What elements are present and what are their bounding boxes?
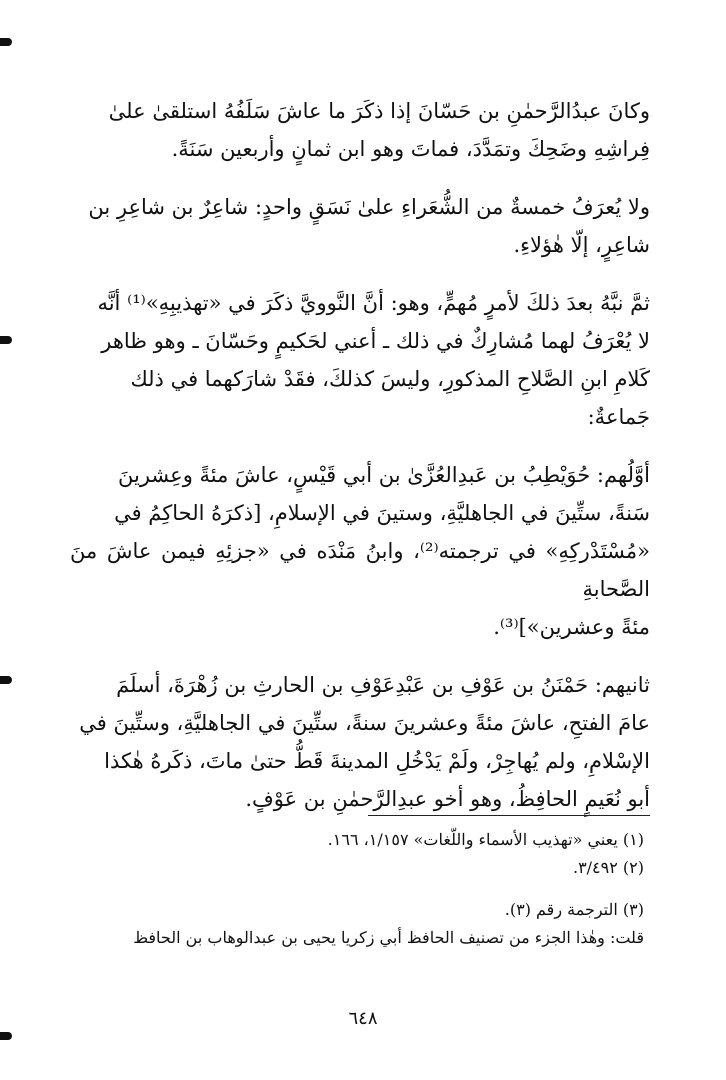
footnote-divider: [368, 815, 650, 816]
paragraph-2: [70, 188, 650, 264]
text-line: أوَّلُهم: حُوَيْطِبُ بن عَبدِالعُزَّىٰ بن أبي قَيْسٍ، عاشَ مئةً وعِشرينَ: [118, 463, 650, 487]
text-line: ثمَّ نبَّهُ بعدَ ذلكَ لأمرٍ مُهمٍّ، وهو: أنَّ النَّوويَّ ذكَرَ في «تهذيبِهِ»⁽¹⁾ أنَّه: [97, 291, 650, 315]
scan-edge-mark-2: [0, 336, 12, 344]
paragraph-4: [70, 456, 650, 646]
footnote-3: (٣) الترجمة رقم (٣).: [504, 900, 644, 919]
text-line: أبو نُعَيمٍ الحافِظُ، وهو أخو عبدِالرَّحمٰنِ بن عَوْفٍ.: [245, 787, 650, 811]
scan-edge-mark-4: [0, 1032, 12, 1040]
text-line: جَماعةٌ:: [587, 405, 650, 429]
paragraph-1: [70, 92, 650, 168]
text-line: ولا يُعرَفُ خمسةٌ من الشُّعَراءِ علىٰ نَسَقٍ واحدٍ: شاعِرٌ بن شاعِرِ بن: [88, 195, 650, 219]
text-line: سَنةً، ستِّينَ في الجاهليَّةِ، وستينَ في الإسلامِ، [ذكرَهُ الحاكِمُ في: [114, 501, 650, 525]
text-line: شاعِرٍ، إلّا هٰؤلاءِ.: [513, 233, 650, 257]
text-line: الإسْلامِ، ولم يُهاجِرْ، ولَمْ يَدْخُلِ المدينةَ قَطُّ حتىٰ ماتَ، ذكَرهُ هٰكذا: [104, 749, 650, 773]
main-text: [70, 92, 650, 838]
text-line: فِراشِهِ وضَحِكَ وتمَدَّدَ، فماتَ وهو ابن ثمانٍ وأربعين سَنَةً.: [171, 137, 650, 161]
text-line: وكانَ عبدُالرَّحمٰنِ بن حَسّانَ إذا ذكَرَ ما عاشَ سَلَفُهُ استلقىٰ علىٰ: [108, 99, 650, 123]
text-line: عامَ الفتحِ، عاشَ مئةً وعشرينَ سنةً، ستِّينَ في الجاهليَّةِ، وستِّينَ في: [79, 711, 650, 735]
text-line: ثانيهم: حَمْنَنُ بن عَوْفِ بن عَبْدِعَوْفِ بن الحارثِ بن زُهْرَةَ، أسلَمَ: [116, 673, 650, 697]
scan-edge-mark-1: [0, 38, 12, 46]
footnotes: [70, 826, 650, 952]
text-line: «مُسْتَدْركِهِ» في ترجمته⁽²⁾، وابنُ مَنْدَه في «جزئِهِ فيمن عاشَ منَ الصَّحابةِ: [70, 539, 650, 601]
page-number: ٦٤٨: [348, 1008, 378, 1029]
text-line: مئةً وعشرين»]⁽³⁾.: [493, 615, 650, 639]
scan-edge-mark-3: [0, 676, 12, 684]
footnote-2: (٢) ٣/٤٩٢.: [572, 858, 644, 877]
paragraph-5: [70, 666, 650, 818]
footnote-3-continuation: قلت: وهٰذا الجزء من تصنيف الحافظ أبي زكريا يحيى بن عبدالوهاب بن الحافظ: [133, 928, 644, 947]
footnote-1: (١) يعني «تهذيب الأسماء واللّغات» ١/١٥٧، ١٦٦.: [327, 830, 644, 849]
text-line: كَلامِ ابنِ الصَّلاحِ المذكورِ، وليسَ كذلكَ، فقَدْ شارَكهما في ذلك: [130, 367, 650, 391]
text-line: لا يُعْرَفُ لهما مُشارِكٌ في ذلك ـ أعني لحَكيمٍ وحَسّانَ ـ وهو ظاهر: [101, 329, 650, 353]
paragraph-3: [70, 284, 650, 436]
